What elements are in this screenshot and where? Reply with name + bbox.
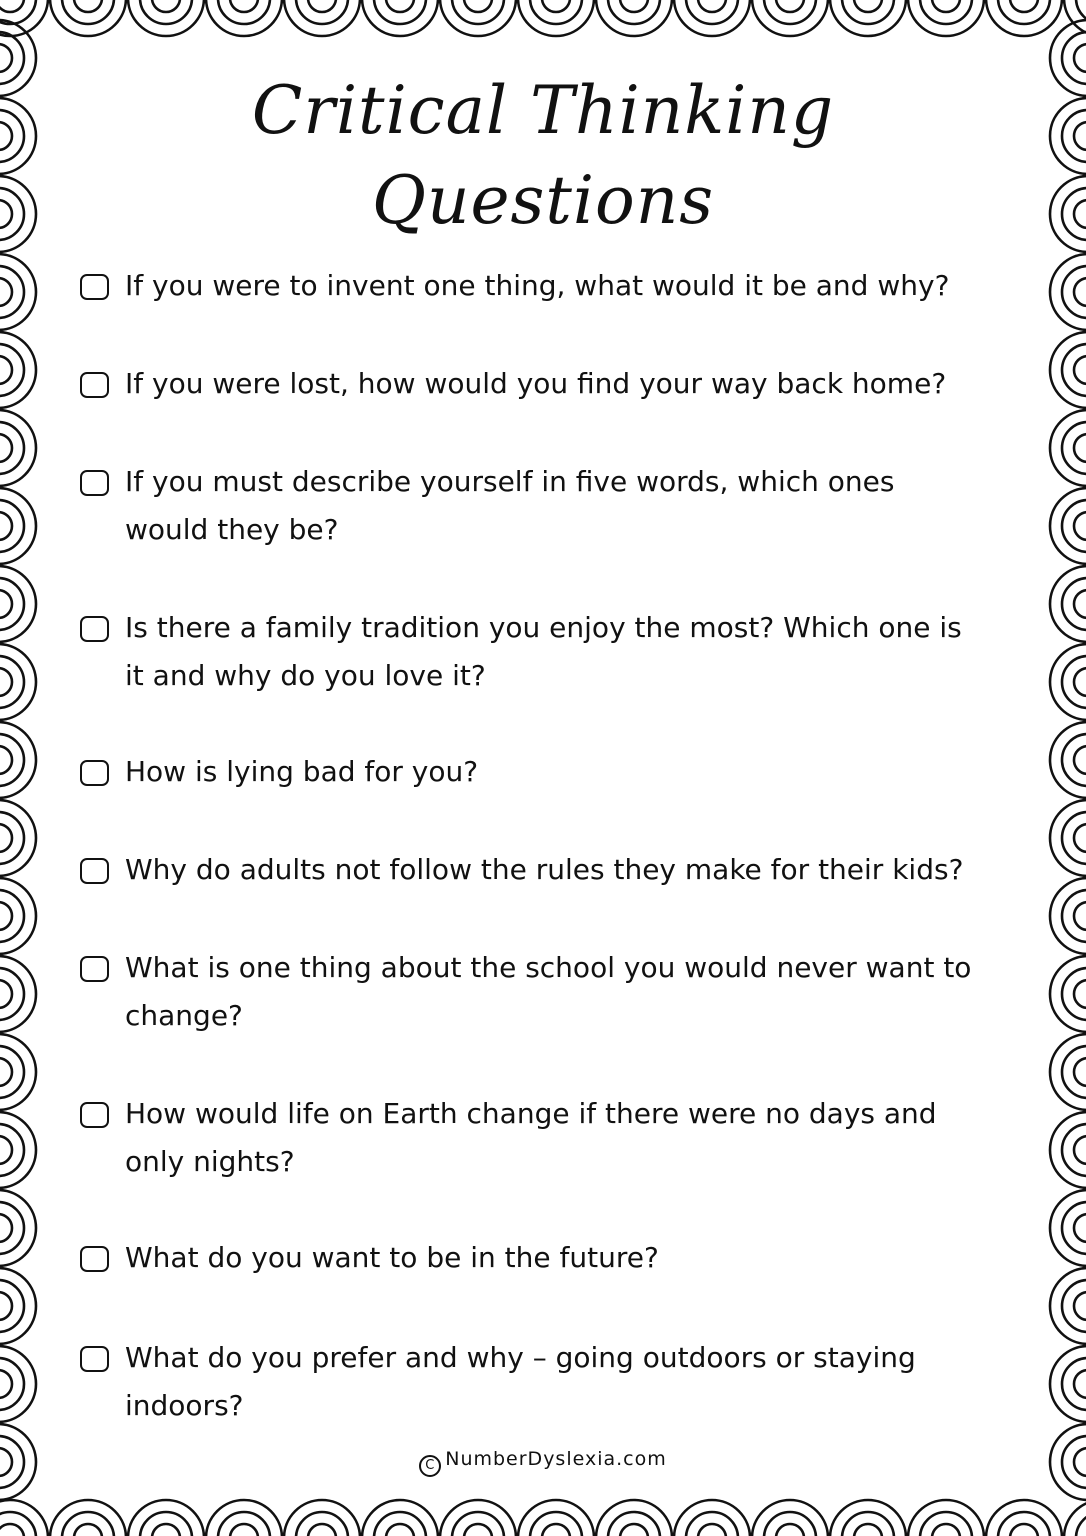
border-ring: [698, 0, 726, 12]
border-ring: [362, 0, 438, 36]
border-ring: [0, 512, 12, 540]
border-ring: [284, 1500, 360, 1536]
border-ring: [152, 0, 180, 12]
checkbox[interactable]: [80, 372, 109, 398]
border-ring: [206, 1500, 282, 1536]
border-ring: [1050, 722, 1086, 798]
border-ring: [830, 0, 906, 36]
checkbox[interactable]: [80, 1102, 109, 1128]
copyright-icon: C: [419, 1455, 441, 1477]
question-text: If you must describe yourself in five words, which ones would they be?: [125, 465, 895, 546]
border-ring: [0, 1136, 12, 1164]
checkbox[interactable]: [80, 760, 109, 786]
border-ring: [0, 434, 12, 462]
border-ring: [1074, 746, 1086, 774]
border-ring: [776, 0, 804, 12]
border-ring: [518, 0, 594, 36]
border-ring: [152, 1524, 180, 1536]
border-ring: [386, 0, 414, 12]
checkbox[interactable]: [80, 274, 109, 300]
border-ring: [0, 356, 12, 384]
border-ring: [464, 1524, 492, 1536]
border-ring: [986, 0, 1062, 36]
border-ring: [1074, 1136, 1086, 1164]
border-ring: [908, 1500, 984, 1536]
border-ring: [440, 0, 516, 36]
border-ring: [0, 488, 36, 564]
border-ring: [0, 1190, 36, 1266]
border-ring: [1050, 566, 1086, 642]
checkbox[interactable]: [80, 470, 109, 496]
border-ring: [1050, 644, 1086, 720]
border-ring: [230, 1524, 258, 1536]
question-text: What is one thing about the school you would never want to change?: [125, 951, 972, 1032]
footer-text: NumberDyslexia.com: [445, 1448, 667, 1470]
border-ring: [698, 1524, 726, 1536]
border-ring: [596, 0, 672, 36]
question-text: How is lying bad for you?: [125, 755, 479, 788]
border-ring: [0, 1524, 24, 1536]
border-ring: [1074, 902, 1086, 930]
border-ring: [932, 0, 960, 12]
border-ring: [0, 1292, 12, 1320]
checkbox[interactable]: [80, 956, 109, 982]
footer: [0, 1448, 1086, 1477]
border-ring: [1050, 1190, 1086, 1266]
border-ring: [986, 1500, 1062, 1536]
border-ring: [1074, 824, 1086, 852]
question-text: If you were lost, how would you find your way back home?: [125, 367, 947, 400]
border-ring: [1074, 1058, 1086, 1086]
border-ring: [0, 668, 12, 696]
border-ring: [0, 566, 36, 642]
border-ring: [1074, 356, 1086, 384]
border-ring: [1050, 878, 1086, 954]
border-ring: [308, 0, 336, 12]
border-ring: [308, 1524, 336, 1536]
question-text: If you were to invent one thing, what would it be and why?: [125, 269, 950, 302]
border-ring: [1050, 1346, 1086, 1422]
border-ring: [1074, 44, 1086, 72]
border-ring: [1074, 1370, 1086, 1398]
border-ring: [1010, 0, 1038, 12]
border-ring: [50, 1500, 126, 1536]
border-ring: [674, 1500, 750, 1536]
border-ring: [1074, 1214, 1086, 1242]
border-ring: [0, 1112, 36, 1188]
border-ring: [0, 1500, 48, 1536]
border-ring: [128, 0, 204, 36]
border-ring: [752, 1500, 828, 1536]
border-ring: [1050, 800, 1086, 876]
page-title-line-2: Questions: [371, 162, 715, 239]
border-ring: [0, 980, 12, 1008]
border-ring: [1074, 590, 1086, 618]
border-ring: [74, 0, 102, 12]
border-ring: [776, 1524, 804, 1536]
border-ring: [440, 1500, 516, 1536]
border-ring: [1050, 488, 1086, 564]
border-ring: [1064, 1500, 1086, 1536]
border-ring: [1064, 0, 1086, 36]
border-ring: [1050, 1268, 1086, 1344]
border-ring: [1076, 1512, 1086, 1536]
border-ring: [0, 878, 36, 954]
border-ring: [230, 0, 258, 12]
border-ring: [0, 410, 36, 486]
border-ring: [596, 1500, 672, 1536]
border-ring: [752, 0, 828, 36]
question-text: What do you prefer and why – going outdoors or staying indoors?: [125, 1341, 916, 1422]
border-ring: [1010, 1524, 1038, 1536]
border-ring: [206, 0, 282, 36]
border-ring: [674, 0, 750, 36]
border-ring: [854, 0, 882, 12]
border-ring: [0, 590, 12, 618]
border-ring: [518, 1500, 594, 1536]
border-ring: [362, 1500, 438, 1536]
border-ring: [1074, 980, 1086, 1008]
border-ring: [284, 0, 360, 36]
border-ring: [0, 746, 12, 774]
border-ring: [1050, 1034, 1086, 1110]
border-ring: [932, 1524, 960, 1536]
border-ring: [0, 800, 36, 876]
border-ring: [50, 0, 126, 36]
border-ring: [830, 1500, 906, 1536]
question-text: Is there a family tradition you enjoy the most? Which one is it and why do you love it?: [125, 611, 962, 692]
border-ring: [542, 1524, 570, 1536]
page-title-line-1: Critical Thinking: [251, 72, 835, 149]
checkbox[interactable]: [80, 858, 109, 884]
border-ring: [542, 0, 570, 12]
question-text: Why do adults not follow the rules they make for their kids?: [125, 853, 964, 886]
border-ring: [0, 1034, 36, 1110]
checkbox[interactable]: [80, 1246, 109, 1272]
border-ring: [1050, 1112, 1086, 1188]
question-text: How would life on Earth change if there were no days and only nights?: [125, 1097, 937, 1178]
border-ring: [620, 1524, 648, 1536]
border-ring: [0, 0, 24, 12]
border-ring: [128, 1500, 204, 1536]
border-ring: [0, 1346, 36, 1422]
border-ring: [1074, 512, 1086, 540]
checkbox[interactable]: [80, 616, 109, 642]
border-ring: [1074, 434, 1086, 462]
border-ring: [1050, 254, 1086, 330]
border-ring: [1074, 1292, 1086, 1320]
border-ring: [0, 44, 12, 72]
border-ring: [854, 1524, 882, 1536]
border-ring: [74, 1524, 102, 1536]
border-ring: [620, 0, 648, 12]
border-ring: [0, 1370, 12, 1398]
border-ring: [0, 278, 12, 306]
border-ring: [0, 1268, 36, 1344]
border-ring: [1050, 332, 1086, 408]
border-ring: [1050, 956, 1086, 1032]
border-ring: [386, 1524, 414, 1536]
border-ring: [0, 1058, 12, 1086]
border-ring: [0, 254, 36, 330]
border-ring: [908, 0, 984, 36]
question-text: What do you want to be in the future?: [125, 1241, 659, 1274]
border-ring: [1050, 410, 1086, 486]
border-ring: [0, 902, 12, 930]
border-ring: [1074, 278, 1086, 306]
border-ring: [0, 824, 12, 852]
checkbox[interactable]: [80, 1346, 109, 1372]
border-ring: [0, 1214, 12, 1242]
border-ring: [464, 0, 492, 12]
border-ring: [0, 332, 36, 408]
border-ring: [1074, 668, 1086, 696]
border-ring: [0, 956, 36, 1032]
border-ring: [0, 722, 36, 798]
border-ring: [0, 644, 36, 720]
